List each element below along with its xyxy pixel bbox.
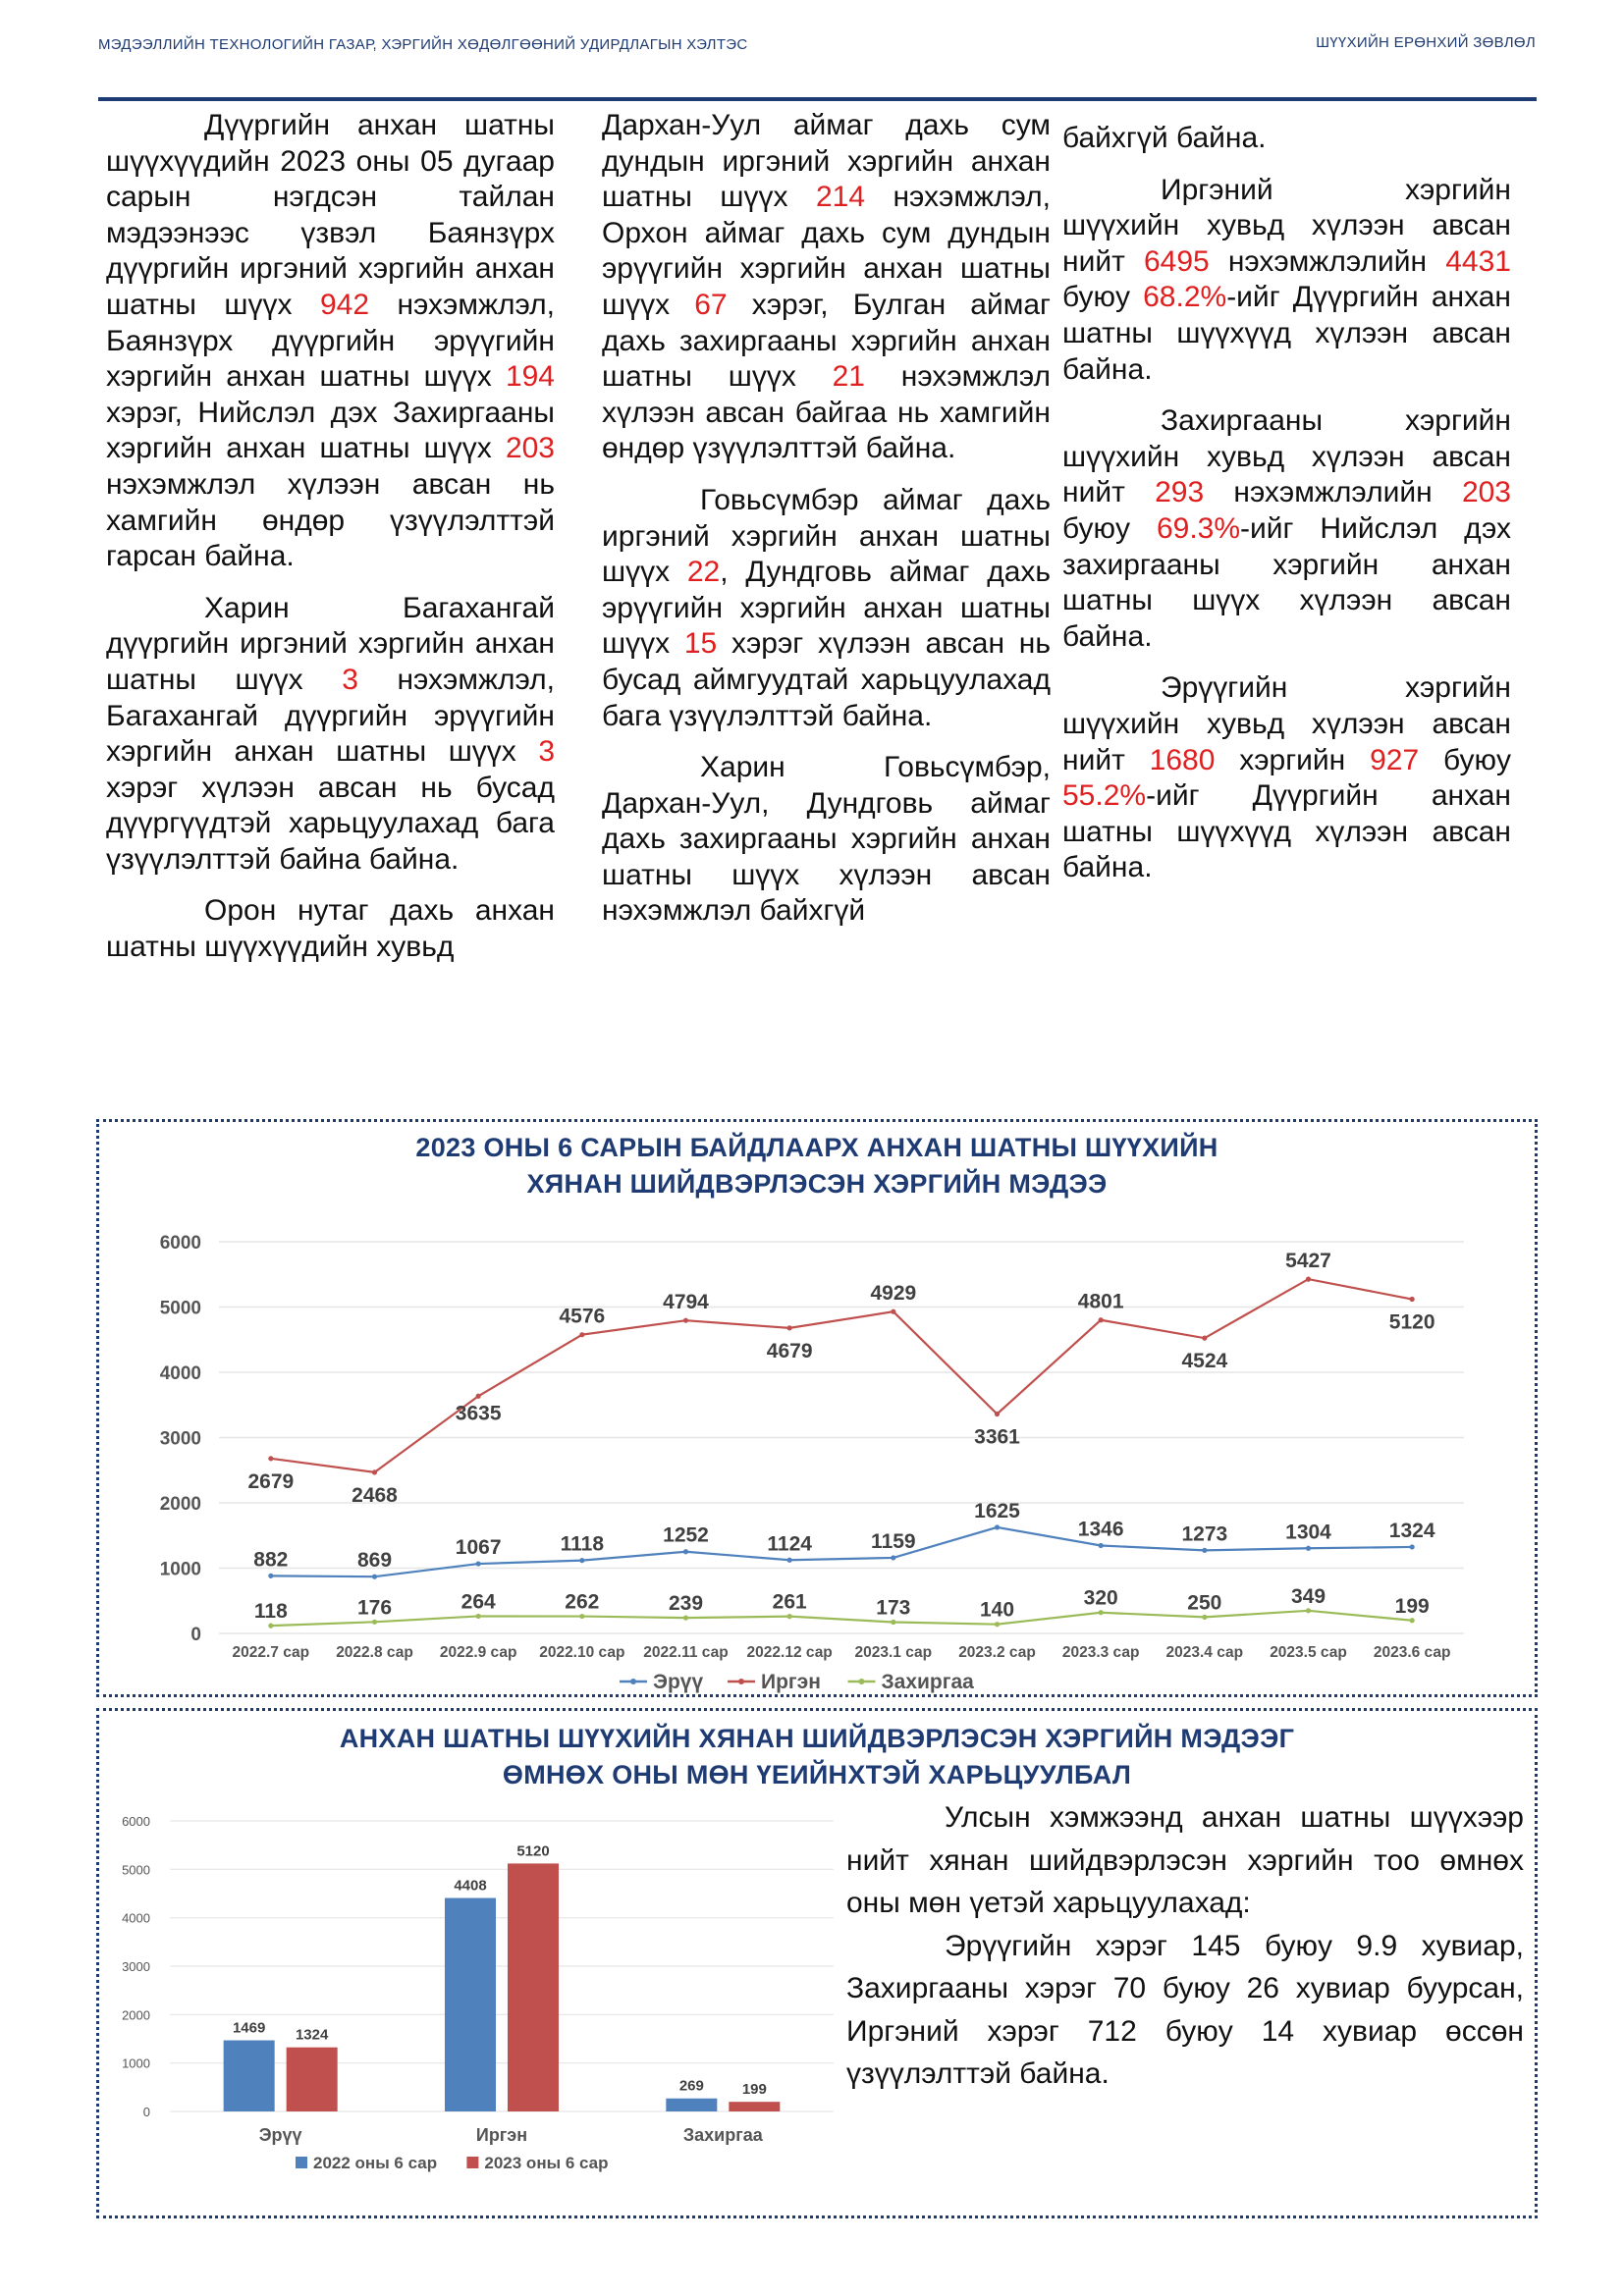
data-label: 1346 — [1077, 1518, 1124, 1541]
column-1-paragraph-1 — [106, 108, 555, 575]
data-label: 1273 — [1181, 1522, 1228, 1546]
data-label: 1324 — [295, 2026, 329, 2044]
column-1-paragraph-2 — [106, 591, 555, 879]
data-label: 250 — [1187, 1591, 1222, 1615]
highlighted-number: 68.2% — [1143, 281, 1227, 314]
data-point — [268, 1456, 273, 1461]
data-label: 261 — [772, 1590, 807, 1614]
data-label: 4576 — [559, 1305, 606, 1328]
year-comparison-paragraph-2: Эрүүгийн хэрэг 145 буюу 9.9 хувиар, Захиргааны хэрэг 70 буюу 26 хувиар буурсан, Иргэний хэрэг 712 буюу 14 хувиар өссөн үзүүлэлттэй байна. — [846, 1929, 1524, 2090]
x-tick-label: Захиргаа — [682, 2125, 763, 2145]
highlighted-number: 15 — [683, 627, 718, 661]
x-tick-label: 2023.6 сар — [1373, 1644, 1451, 1661]
year-comparison-title-line-2: ӨМНӨХ ОНЫ МӨН ҮЕИЙНХТЭЙ ХАРЬЦУУЛБАЛ — [502, 1760, 1132, 1789]
x-tick-label: Иргэн — [475, 2125, 528, 2145]
data-point — [1306, 1546, 1311, 1551]
data-point — [476, 1614, 481, 1619]
data-label: 1324 — [1388, 1519, 1435, 1542]
text-run: Орон нутаг дахь анхан шатны шүүхүүдийн хувьд — [106, 894, 555, 964]
x-tick-label: 2022.11 сар — [643, 1644, 729, 1661]
text-run: Иргэний хэргийн шүүхийн хувьд хүлээн авсан нийт — [1062, 173, 1511, 278]
text-run: хэрэг, Нийслэл дэх Захиргааны хэргийн анхан шатны шүүх — [106, 396, 555, 465]
data-label: 1469 — [232, 2019, 266, 2037]
data-label: 1124 — [767, 1532, 812, 1556]
column-2-paragraph-2 — [602, 483, 1051, 734]
data-label: 349 — [1290, 1584, 1326, 1608]
x-tick-label: 2022.9 сар — [439, 1644, 517, 1661]
data-point — [787, 1614, 792, 1619]
text-run: Говьсүмбэр аймаг дахь иргэний хэргийн анхан шатны шүүх — [602, 483, 1051, 589]
legend-marker — [738, 1679, 744, 1684]
x-tick-label: 2023.4 сар — [1165, 1644, 1244, 1661]
data-point — [1306, 1608, 1311, 1613]
data-label: 4794 — [663, 1291, 709, 1314]
y-tick-label: 0 — [142, 2105, 150, 2119]
data-point — [683, 1549, 688, 1554]
text-run: нэхэмжлэлийн — [1204, 476, 1462, 509]
highlighted-number: 293 — [1155, 476, 1205, 509]
data-point — [1410, 1297, 1415, 1302]
data-label: 1118 — [560, 1532, 605, 1556]
data-label: 4801 — [1077, 1290, 1124, 1313]
year-comparison-bar-chart — [99, 1711, 845, 2216]
legend-swatch — [296, 2157, 307, 2168]
data-point — [579, 1558, 584, 1563]
y-tick-label: 2000 — [122, 2007, 150, 2023]
x-tick-label: 2022.8 сар — [336, 1644, 413, 1661]
y-tick-label: 3000 — [159, 1428, 201, 1450]
data-label: 882 — [253, 1548, 289, 1572]
data-point — [1202, 1615, 1207, 1620]
text-run: хэрэг хүлээн авсан нь бусад аймгуудтай харьцуулахад бага үзүүлэлттэй байна. — [602, 627, 1051, 732]
data-label: 1304 — [1285, 1521, 1331, 1544]
bar — [729, 2102, 780, 2111]
x-tick-label: 2023.5 сар — [1270, 1644, 1347, 1661]
highlighted-number: 3 — [538, 735, 555, 769]
data-label: 262 — [565, 1590, 600, 1614]
y-tick-label: 6000 — [159, 1233, 201, 1254]
text-run: Эрүүгийн хэргийн шүүхийн хувьд хүлээн авсан нийт — [1062, 671, 1511, 776]
text-run: буюу — [1062, 511, 1157, 545]
data-point — [476, 1561, 481, 1566]
y-tick-label: 4000 — [159, 1363, 201, 1384]
data-point — [891, 1309, 895, 1314]
text-run: , Дундговь аймаг дахь эрүүгийн хэргийн анхан шатны шүүх — [602, 556, 1052, 661]
data-label: 869 — [356, 1549, 393, 1573]
monthly-cases-line-chart — [99, 1122, 1535, 1694]
data-point — [579, 1614, 584, 1619]
highlighted-number: 69.3% — [1156, 511, 1241, 545]
series-line — [271, 1527, 1412, 1576]
header-department: МЭДЭЭЛЛИЙН ТЕХНОЛОГИЙН ГАЗАР, ХЭРГИЙН ХӨДӨЛГӨӨНИЙ УДИРДЛАГЫН ХЭЛТЭС — [98, 36, 748, 53]
x-tick-label: 2023.2 сар — [958, 1644, 1036, 1661]
highlighted-number: 55.2% — [1062, 779, 1147, 813]
data-label: 1252 — [663, 1523, 709, 1547]
legend-marker — [630, 1679, 636, 1684]
column-3-paragraph-1 — [1062, 173, 1511, 389]
column-1-paragraph-3 — [106, 893, 555, 965]
data-point — [1202, 1548, 1207, 1553]
x-tick-label: 2023.3 сар — [1061, 1644, 1140, 1661]
data-point — [1410, 1544, 1415, 1549]
highlighted-number: 214 — [815, 181, 866, 214]
text-run: -ийг Нийслэл дэх захиргааны хэргийн анхан шатны шүүх хүлээн авсан байна. — [1062, 511, 1511, 653]
data-point — [995, 1412, 1000, 1416]
data-point — [995, 1622, 1000, 1627]
bar — [508, 1863, 559, 2111]
column-3-paragraph-0 — [1062, 121, 1511, 157]
data-point — [268, 1574, 273, 1578]
year-comparison-paragraph-1: Улсын хэмжээнд анхан шатны шүүхээр нийт хянан шийдвэрлэсэн хэргийн тоо өмнөх оны мөн үетэй харьцуулахад: — [846, 1801, 1524, 1919]
data-label: 5427 — [1285, 1250, 1331, 1273]
column-3-paragraph-2 — [1062, 403, 1511, 655]
data-point — [1410, 1618, 1415, 1623]
text-run: буюу — [1062, 281, 1144, 314]
y-tick-label: 4000 — [122, 1910, 150, 1926]
x-tick-label: Эрүү — [258, 2125, 302, 2145]
header-organization: ШҮҮХИЙН ЕРӨНХИЙ ЗӨВЛӨЛ — [1316, 34, 1536, 51]
data-point — [372, 1620, 377, 1625]
highlighted-number: 203 — [505, 432, 555, 465]
monthly-cases-title-line-1: 2023 ОНЫ 6 САРЫН БАЙДЛААРХ АНХАН ШАТНЫ ШҮҮХИЙН — [415, 1133, 1218, 1162]
bar — [666, 2099, 717, 2111]
text-run: -ийг Дүүргийн анхан шатны шүүхүүд хүлээн авсан байна. — [1062, 779, 1511, 884]
y-tick-label: 3000 — [122, 1959, 150, 1974]
legend-swatch — [466, 2157, 478, 2168]
data-label: 199 — [1394, 1594, 1430, 1618]
text-run: Харин Багахангай дүүргийн иргэний хэргийн анхан шатны шүүх — [106, 591, 555, 696]
data-label: 140 — [979, 1598, 1015, 1622]
data-point — [683, 1616, 688, 1621]
text-run: -ийг Дүүргийн анхан шатны шүүхүүд хүлээн авсан байна. — [1062, 281, 1511, 386]
data-point — [1202, 1336, 1207, 1341]
data-point — [683, 1318, 688, 1323]
monthly-cases-panel — [96, 1119, 1538, 1697]
data-point — [476, 1394, 481, 1399]
x-tick-label: 2022.7 сар — [232, 1644, 310, 1661]
y-tick-label: 1000 — [159, 1559, 201, 1580]
data-point — [1306, 1277, 1311, 1282]
data-label: 1159 — [871, 1529, 916, 1553]
text-run: хэргийн — [1215, 743, 1371, 776]
text-run: Харин Говьсүмбэр, Дархан-Уул, Дундговь аймаг дахь захиргааны хэргийн анхан шатны шүүх хүлээн авсан нэхэмжлэл байхгүй — [602, 751, 1051, 928]
column-2-paragraph-3 — [602, 750, 1051, 930]
header-divider — [98, 97, 1537, 101]
text-run: Дархан-Уул аймаг дахь сум дундын иргэний хэргийн анхан шатны шүүх — [602, 109, 1051, 214]
data-label: 1625 — [974, 1499, 1020, 1522]
data-point — [1099, 1610, 1104, 1615]
highlighted-number: 22 — [686, 556, 721, 589]
highlighted-number: 927 — [1370, 743, 1420, 776]
highlighted-number: 203 — [1461, 476, 1511, 509]
data-label: 320 — [1083, 1586, 1118, 1610]
column-2-paragraph-1 — [602, 108, 1051, 467]
data-label: 5120 — [516, 1842, 550, 1860]
data-label: 269 — [678, 2077, 704, 2095]
data-label: 4679 — [766, 1339, 813, 1362]
data-point — [995, 1524, 1000, 1529]
highlighted-number: 942 — [319, 288, 370, 321]
data-label: 3635 — [455, 1402, 502, 1425]
bar — [445, 1898, 496, 2111]
highlighted-number: 194 — [505, 360, 555, 394]
y-tick-label: 5000 — [122, 1862, 150, 1878]
text-run: нэхэмжлэл, Баянзүрх дүүргийн эрүүгийн хэргийн анхан шатны шүүх — [106, 288, 556, 394]
data-point — [372, 1469, 377, 1474]
bar — [287, 2048, 338, 2111]
monthly-cases-title-line-2: ХЯНАН ШИЙДВЭРЛЭСЭН ХЭРГИЙН МЭДЭЭ — [526, 1169, 1108, 1199]
y-tick-label: 0 — [190, 1625, 201, 1645]
data-point — [1099, 1317, 1104, 1322]
highlighted-number: 67 — [694, 288, 728, 321]
data-point — [372, 1575, 377, 1579]
highlighted-number: 6495 — [1143, 244, 1210, 278]
data-label: 5120 — [1388, 1310, 1435, 1334]
highlighted-number: 21 — [832, 360, 865, 394]
data-point — [787, 1558, 792, 1563]
text-run: Захиргааны хэргийн шүүхийн хувьд хүлээн авсан нийт — [1062, 404, 1511, 509]
legend-label: Эрүү — [653, 1671, 704, 1693]
x-tick-label: 2023.1 сар — [854, 1644, 933, 1661]
text-column-2 — [602, 108, 1051, 945]
data-label: 173 — [876, 1596, 911, 1620]
data-point — [579, 1332, 584, 1337]
data-label: 4524 — [1181, 1350, 1228, 1373]
series-line — [271, 1279, 1412, 1472]
data-point — [891, 1555, 895, 1560]
data-label: 4929 — [870, 1282, 917, 1306]
data-point — [268, 1624, 273, 1629]
y-tick-label: 1000 — [122, 2056, 150, 2071]
year-comparison-text — [846, 1796, 1524, 2096]
legend-marker — [859, 1679, 865, 1684]
highlighted-number: 4431 — [1445, 244, 1511, 278]
text-run: нэхэмжлэл, Орхон аймаг дахь сум дундын эрүүгийн хэргийн анхан шатны шүүх — [602, 181, 1052, 321]
bar — [224, 2041, 275, 2111]
y-tick-label: 5000 — [159, 1298, 201, 1319]
data-label: 264 — [460, 1590, 496, 1614]
data-label: 118 — [253, 1600, 288, 1624]
data-label: 2679 — [247, 1469, 295, 1493]
x-tick-label: 2022.12 сар — [746, 1644, 833, 1661]
text-column-1 — [106, 108, 555, 982]
text-run: нэхэмжлэлийн — [1209, 244, 1446, 278]
data-label: 4408 — [454, 1877, 487, 1895]
y-tick-label: 6000 — [122, 1814, 150, 1829]
data-point — [1099, 1543, 1104, 1548]
text-column-3 — [1062, 121, 1511, 902]
text-run: нэхэмжлэл, Багахангай дүүргийн эрүүгийн хэргийн анхан шатны шүүх — [106, 663, 556, 769]
y-tick-label: 2000 — [159, 1494, 201, 1515]
year-comparison-title-line-1: АНХАН ШАТНЫ ШҮҮХИЙН ХЯНАН ШИЙДВЭРЛЭСЭН ХЭРГИЙН МЭДЭЭГ — [339, 1724, 1295, 1753]
legend-label: Захиргаа — [881, 1671, 974, 1693]
legend-label: 2023 оны 6 сар — [484, 2154, 609, 2172]
highlighted-number: 1680 — [1149, 743, 1216, 776]
text-run: хэрэг хүлээн авсан нь бусад дүүргүүдтэй харьцуулахад бага үзүүлэлттэй байна байна. — [106, 771, 555, 876]
x-tick-label: 2022.10 сар — [539, 1644, 625, 1661]
text-run: Дүүргийн анхан шатны шүүхүүдийн 2023 оны 05 дугаар сарын нэгдсэн тайлан мэдээнээс үзвэл Баянзүрх дүүргийн иргэний хэргийн анхан шатны шүүх — [106, 109, 555, 321]
data-label: 3361 — [974, 1425, 1020, 1449]
data-point — [891, 1620, 895, 1625]
text-run: нэхэмжлэл хүлээн авсан байгаа нь хамгийн өндөр үзүүлэлттэй байна. — [602, 360, 1051, 465]
data-label: 176 — [356, 1596, 393, 1620]
legend-label: 2022 оны 6 сар — [313, 2154, 438, 2172]
data-label: 1067 — [455, 1536, 502, 1560]
data-label: 2468 — [352, 1483, 398, 1507]
series-line — [271, 1611, 1412, 1626]
data-label: 239 — [668, 1592, 704, 1616]
legend-label: Иргэн — [761, 1671, 821, 1693]
highlighted-number: 3 — [342, 663, 358, 696]
text-run: байхгүй байна. — [1062, 122, 1267, 154]
text-run: буюу — [1419, 743, 1511, 776]
data-point — [787, 1325, 792, 1330]
data-label: 199 — [741, 2081, 767, 2099]
text-run: нэхэмжлэл хүлээн авсан нь хамгийн өндөр үзүүлэлттэй гарсан байна. — [106, 467, 555, 573]
column-3-paragraph-3 — [1062, 670, 1511, 886]
text-run: хэрэг, Булган аймаг дахь захиргааны хэргийн анхан шатны шүүх — [602, 288, 1051, 394]
